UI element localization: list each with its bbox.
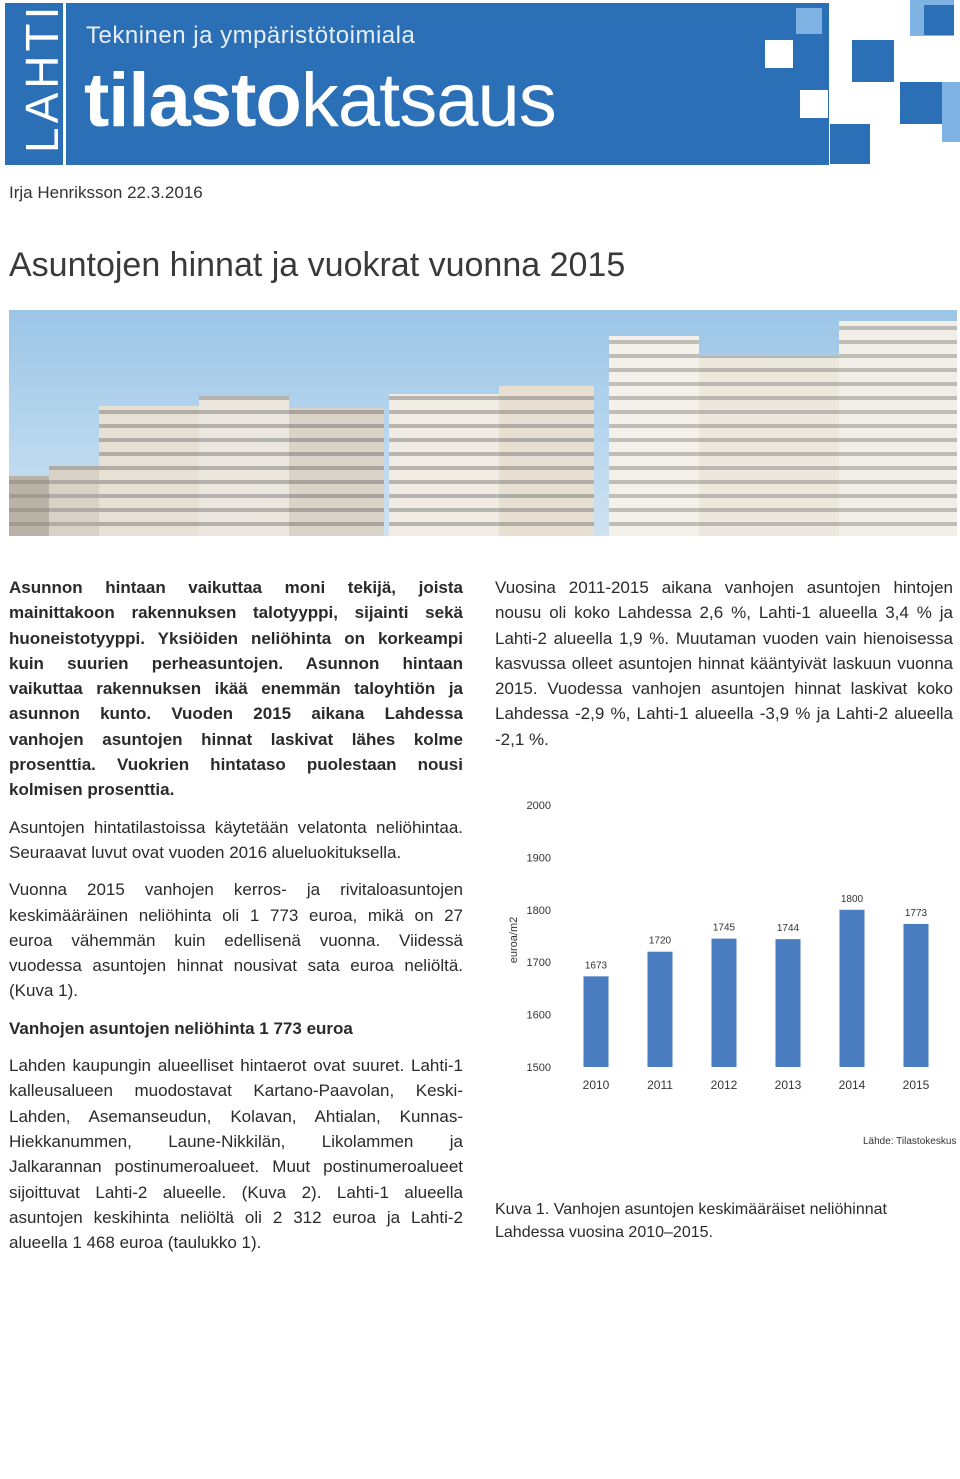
city-logo bbox=[5, 3, 66, 165]
price-chart-svg bbox=[495, 790, 960, 1150]
chart-bar bbox=[840, 910, 865, 1067]
y-tick-label: 1600 bbox=[526, 1009, 551, 1022]
left-column bbox=[9, 575, 463, 1267]
intro-paragraph: Asunnon hintaan vaikuttaa moni tekijä, joista mainittakoon rakennuksen talotyyppi, sijainti sekä huoneistotyyppi. Yksiöiden neliöhinta on korkeampi kuin suurien perheasuntojen. Asunnon hintaan vaikuttaa rakennuksen ikää enemmän taloyhtiön ja asunnon kunto. Vuoden 2015 aikana Lahdessa vanhojen asuntojen hinnat laskivat lähes kolme prosenttia. Vuokrien hintataso puolestaan nousi kolmisen prosenttia. bbox=[9, 578, 463, 800]
publication-name-light: katsaus bbox=[300, 58, 556, 143]
x-tick-label: 2010 bbox=[582, 1078, 610, 1092]
chart-bar bbox=[776, 939, 801, 1067]
right-column bbox=[495, 575, 953, 764]
body-paragraph-2: Vuonna 2015 vanhojen kerros- ja rivitaloasuntojen keskimääräinen neliöhinta oli 1 773 euroa, mikä on 27 euroa vähemmän kuin edellisenä vuonna. Viidessä vuodessa asuntojen hinnat nousivat sata euroa neliöltä. (Kuva 1). bbox=[9, 880, 463, 1001]
chart-bar bbox=[712, 939, 737, 1067]
bar-data-label: 1673 bbox=[584, 960, 608, 972]
bar-data-label: 1773 bbox=[904, 907, 928, 919]
chart-bar bbox=[584, 976, 609, 1067]
body-paragraph-1: Asuntojen hintatilastoissa käytetään velatonta neliöhintaa. Seuraavat luvut ovat vuoden 2016 alueluokituksella. bbox=[9, 817, 463, 862]
bar-data-label: 1720 bbox=[648, 935, 672, 947]
x-tick-label: 2015 bbox=[902, 1078, 930, 1092]
y-tick-label: 1700 bbox=[526, 957, 551, 970]
chart-bar bbox=[904, 924, 929, 1067]
author-date: Irja Henriksson 22.3.2016 bbox=[9, 183, 203, 202]
buildings-photo bbox=[9, 310, 957, 536]
chart-caption: Kuva 1. Vanhojen asuntojen keskimääräiset neliöhinnat Lahdessa vuosina 2010–2015. bbox=[495, 1201, 887, 1241]
x-tick-label: 2014 bbox=[838, 1078, 866, 1092]
chart-bar bbox=[648, 952, 673, 1067]
x-tick-label: 2011 bbox=[647, 1078, 673, 1092]
body-paragraph-3: Lahden kaupungin alueelliset hintaerot ovat suuret. Lahti-1 kalleusalueen muodostavat Kartano-Paavolan, Keski-Lahden, Asemanseudun, Kolavan, Ahtialan, Kunnas-Hiekkanummen, Laune-Nikkilän, Likolammen ja Jalkarannan postinumeroalueet. Muut postinumeroalueet sijoittuvat Lahti-2 alueelle. (Kuva 2). Lahti-1 alueella asuntojen keskihinta neliöltä oli 2 312 euroa ja Lahti-2 alueella 1 468 euroa (taulukko 1). bbox=[9, 1056, 463, 1253]
bar-data-label: 1800 bbox=[840, 893, 864, 905]
bar-data-label: 1744 bbox=[776, 923, 800, 935]
report-banner bbox=[0, 0, 960, 165]
chart-source: Lähde: Tilastokeskus bbox=[863, 1136, 957, 1147]
publication-name-bold: tilasto bbox=[84, 58, 301, 143]
y-tick-label: 2000 bbox=[526, 800, 551, 812]
x-tick-label: 2012 bbox=[710, 1078, 738, 1092]
page-title: Asuntojen hinnat ja vuokrat vuonna 2015 bbox=[9, 246, 626, 284]
publication-name bbox=[84, 56, 556, 146]
x-tick-label: 2013 bbox=[774, 1078, 802, 1092]
right-paragraph: Vuosina 2011-2015 aikana vanhojen asuntojen hintojen nousu oli koko Lahdessa 2,6 %, Lahti-1 alueella 3,4 % ja Lahti-2 alueella 1,9 %. Muutaman vuoden vain hienoisessa kasvussa olleet asuntojen hinnat kääntyivät laskuun vuonna 2015. Vuodessa vanhojen asuntojen hinnat laskivat koko Lahdessa -2,9 %, Lahti-1 alueella -3,9 % ja Lahti-2 alueella -2,1 %. bbox=[495, 578, 953, 749]
city-logo-text: LAHTI bbox=[16, 2, 68, 153]
y-tick-label: 1500 bbox=[526, 1062, 551, 1074]
y-tick-label: 1900 bbox=[526, 852, 551, 865]
price-chart bbox=[495, 790, 960, 1150]
section-heading: Vanhojen asuntojen neliöhinta 1 773 euroa bbox=[9, 1018, 353, 1038]
bar-data-label: 1745 bbox=[712, 922, 736, 934]
y-tick-label: 1800 bbox=[526, 904, 551, 917]
department-name: Tekninen ja ympäristötoimiala bbox=[86, 22, 416, 49]
y-axis-label: euroa/m2 bbox=[508, 916, 520, 964]
